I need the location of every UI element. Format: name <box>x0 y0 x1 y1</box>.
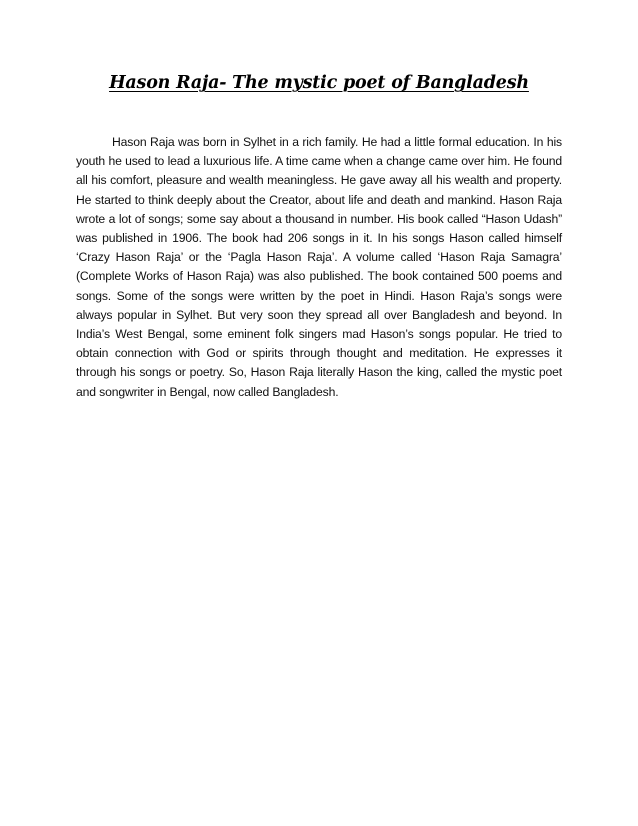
document-body-paragraph: Hason Raja was born in Sylhet in a rich family. He had a little formal education. In his youth he used to lead a luxurious life. A time came when a change came over him. He found all his comfort, pleasure and wealth meaningless. He gave away all his wealth and property. He started to think deeply about the Creator, about life and death and mankind. Hason Raja wrote a lot of songs; some say about a thousand in number. His book called “Hason Udash” was published in 1906. The book had 206 songs in it. In his songs Hason called himself ‘Crazy Hason Raja’ or the ‘Pagla Hason Raja’. A volume called ‘Hason Raja Samagra’ (Complete Works of Hason Raja) was also published. The book contained 500 poems and songs. Some of the songs were written by the poet in Hindi. Hason Raja’s songs were always popular in Sylhet. But very soon they spread all over Bangladesh and beyond. In India’s West Bengal, some eminent folk singers mad Hason’s songs popular. He tried to obtain connection with God or spirits through thought and meditation. He expresses it through his songs or poetry. So, Hason Raja literally Hason the king, called the mystic poet and songwriter in Bengal, now called Bangladesh. <box>76 135 562 399</box>
document-title: Hason Raja- The mystic poet of Bangladesh <box>109 73 529 93</box>
